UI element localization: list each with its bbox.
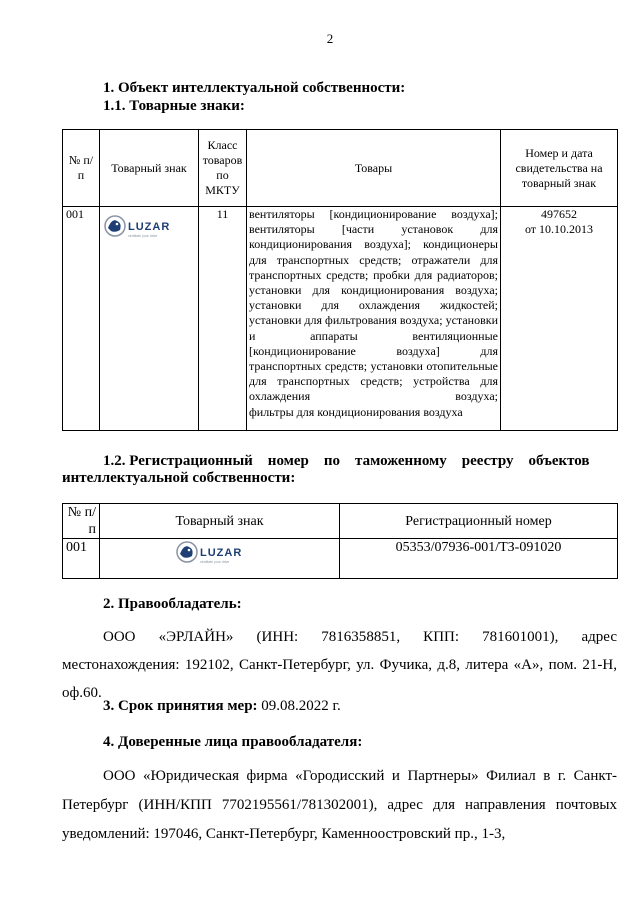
section-2-title: 2. Правообладатель:	[103, 596, 242, 612]
header-certificate: Номер и дата свидетельства на товарный знак	[501, 130, 618, 207]
certificate-number: 497652	[541, 207, 577, 221]
header-num: № п/п	[63, 504, 100, 539]
section-1-2-title: 1.2. Регистрационный номер по таможенному реестру объектов	[103, 453, 590, 469]
row-num: 001	[63, 539, 100, 579]
logo-text: LUZAR	[128, 221, 171, 233]
luzar-logo	[175, 539, 265, 567]
page-number: 2	[326, 31, 334, 46]
table-row	[63, 207, 618, 431]
row-reg-number: 05353/07936-001/ТЗ-091020	[340, 539, 618, 579]
header-reg-number: Регистрационный номер	[340, 504, 618, 539]
trademarks-table	[62, 129, 618, 431]
row-num: 001	[63, 207, 100, 431]
header-num: № п/п	[63, 130, 100, 207]
header-goods: Товары	[247, 130, 501, 207]
section-4-text: ООО «Юридическая фирма «Городисский и Партнеры» Филиал в г. Санкт-Петербург (ИНН/КПП 7702195561/781302001), адрес для направления почтовых уведомлений: 197046, Санкт-Петербург, Каменноостровский пр., 1-3,	[62, 768, 617, 842]
table-header-row	[63, 130, 618, 207]
section-3-value: 09.08.2022 г.	[257, 698, 341, 714]
goods-text: вентиляторы [кондиционирование воздуха]; вентиляторы [части установок для кондиционирования воздуха]; кондиционеры для транспортных средств; отражатели для транспортных средств; пробки для радиаторов; установки для кондиционирования воздуха; установки для охлаждения жидкостей; установки для фильтрования воздуха; установки и аппараты вентиляционные [кондиционирование воздуха] для транспортных средств; установки отопительные для транспортных средств; устройства для охлаждения воздуха;	[249, 207, 498, 404]
header-trademark: Товарный знак	[100, 130, 199, 207]
header-class: Класс товаров по МКТУ	[199, 130, 247, 207]
section-1-title: 1. Объект интеллектуальной собственности:	[103, 80, 406, 96]
section-3-title: 3. Срок принятия мер:	[103, 698, 258, 714]
customs-registry-table	[62, 503, 618, 579]
section-1-1-title: 1.1. Товарные знаки:	[103, 98, 245, 114]
section-3	[103, 698, 341, 715]
trademark-logo-cell	[100, 539, 340, 579]
row-goods	[247, 207, 501, 431]
logo-text: LUZAR	[199, 547, 242, 559]
row-class: 11	[199, 207, 247, 431]
section-4-title: 4. Доверенные лица правообладателя:	[103, 734, 363, 750]
luzar-logo	[103, 213, 193, 241]
header-trademark: Товарный знак	[100, 504, 340, 539]
table-header-row	[63, 504, 618, 539]
section-2-text: ООО «ЭРЛАЙН» (ИНН: 7816358851, КПП: 781601001), адрес местонахождения: 192102, Санкт-Петербург, ул. Фучика, д.8, литера «А», пом. 21-Н, оф.60.	[62, 629, 617, 701]
logo-tagline: ventilate your drive	[128, 234, 158, 238]
logo-tagline: ventilate your drive	[199, 560, 229, 564]
certificate-date: от 10.10.2013	[524, 222, 594, 236]
section-1-2-title-cont: интеллектуальной собственности:	[62, 470, 296, 486]
table-row	[63, 539, 618, 579]
trademark-logo-cell	[100, 207, 199, 431]
goods-text-last: фильтры для кондиционирования воздуха	[249, 404, 463, 419]
row-certificate	[501, 207, 618, 431]
